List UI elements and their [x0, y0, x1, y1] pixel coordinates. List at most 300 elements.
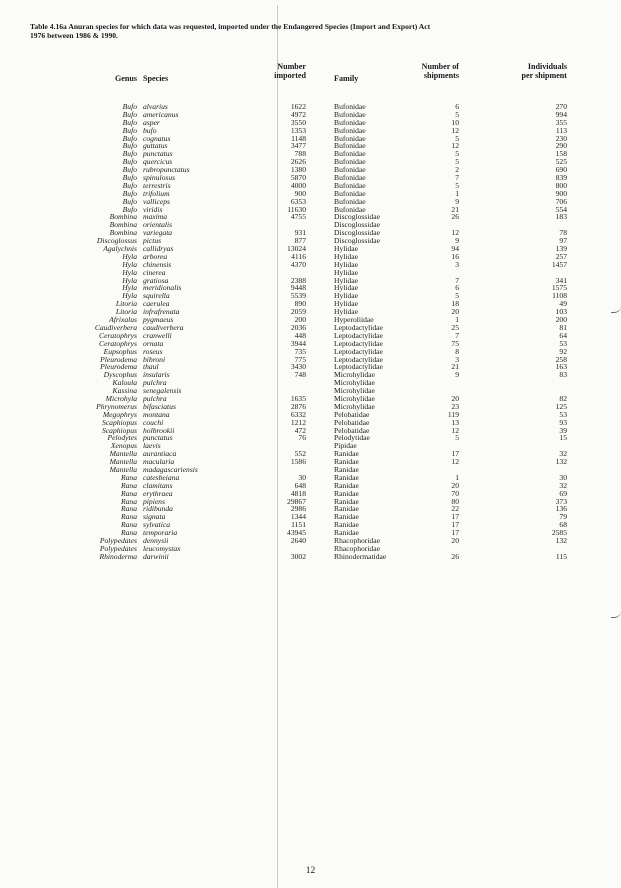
cell-genus: Polypedates [99, 535, 137, 545]
cell-individuals-per-shipment: 800 [555, 180, 567, 190]
cell-genus: Afrixalus [109, 315, 137, 325]
cell-genus: Ceratophrys [99, 338, 137, 348]
cell-species: maxima [143, 212, 168, 222]
table-row [0, 505, 621, 513]
cell-family: Pelodytidae [334, 433, 370, 443]
cell-number-imported: 748 [294, 370, 306, 380]
cell-family: Pelobatidae [334, 417, 370, 427]
cell-genus: Bufo [122, 125, 137, 135]
cell-species: punctatus [143, 149, 173, 159]
table-caption [30, 22, 590, 41]
cell-family: Ranidae [334, 480, 359, 490]
cell-genus: Discoglossus [96, 236, 137, 246]
cell-number-imported: 3477 [290, 141, 306, 151]
cell-individuals-per-shipment: 115 [555, 551, 567, 561]
cell-number-imported: 4000 [290, 180, 306, 190]
cell-species: gratiosa [143, 275, 169, 285]
cell-family: Hylidae [334, 299, 359, 309]
cell-number-of-shipments: 21 [451, 204, 459, 214]
cell-number-of-shipments: 22 [451, 504, 459, 514]
cell-number-of-shipments: 20 [451, 393, 459, 403]
cell-family: Hylidae [334, 275, 359, 285]
cell-species: leucomystax [143, 543, 181, 553]
cell-genus: Pelodytes [107, 433, 137, 443]
cell-individuals-per-shipment: 92 [559, 346, 567, 356]
cell-number-of-shipments: 5 [455, 291, 459, 301]
table-row [0, 119, 621, 127]
cell-number-imported: 2640 [290, 535, 306, 545]
cell-species: orientalis [143, 220, 173, 230]
cell-genus: Microhyla [105, 393, 137, 403]
cell-number-of-shipments: 12 [451, 141, 459, 151]
cell-family: Rhacophoridae [334, 543, 380, 553]
cell-family: Ranidae [334, 496, 359, 506]
cell-number-imported: 1622 [290, 102, 306, 111]
cell-number-imported: 788 [294, 149, 306, 159]
table-row [0, 158, 621, 166]
cell-family: Ranidae [334, 457, 359, 467]
table-row [0, 521, 621, 529]
cell-individuals-per-shipment: 139 [555, 244, 567, 254]
cell-genus: Mantella [109, 464, 137, 474]
cell-number-imported: 1151 [291, 520, 306, 530]
cell-genus: Pleurodema [100, 362, 137, 372]
cell-family: Bufonidae [334, 204, 366, 214]
cell-number-imported: 448 [294, 330, 306, 340]
cell-individuals-per-shipment: 230 [555, 133, 567, 143]
cell-number-of-shipments: 75 [451, 338, 459, 348]
cell-genus: Bufo [122, 117, 137, 127]
header-individuals-line2: per shipment [521, 71, 567, 80]
cell-number-imported: 2388 [290, 275, 306, 285]
cell-species: asper [143, 117, 160, 127]
cell-family: Hylidae [334, 291, 359, 301]
cell-genus: Hyla [122, 283, 137, 293]
table-row [0, 363, 621, 371]
cell-family: Ranidae [334, 520, 359, 530]
cell-species: cranwelli [143, 330, 172, 340]
cell-species: dennysii [143, 535, 169, 545]
cell-number-of-shipments: 9 [455, 196, 459, 206]
header-individuals-line1: Individuals [527, 62, 567, 71]
cell-individuals-per-shipment: 79 [559, 512, 567, 522]
cell-genus: Megophrys [102, 409, 137, 419]
cell-species: macularia [143, 457, 175, 467]
cell-number-imported: 29867 [287, 496, 306, 506]
cell-family: Microhylidae [334, 370, 375, 380]
cell-species: insularis [143, 370, 170, 380]
table-row [0, 206, 621, 214]
table-row [0, 284, 621, 292]
table-row [0, 474, 621, 482]
cell-species: chinensis [143, 259, 172, 269]
cell-family: Bufonidae [334, 165, 366, 175]
cell-genus: Ceratophrys [99, 330, 137, 340]
cell-number-of-shipments: 70 [451, 488, 459, 498]
cell-genus: Kassina [112, 386, 137, 396]
cell-number-of-shipments: 5 [455, 109, 459, 119]
cell-number-of-shipments: 6 [455, 102, 459, 111]
table-row [0, 490, 621, 498]
cell-family: Hylidae [334, 283, 359, 293]
cell-number-of-shipments: 8 [455, 346, 459, 356]
cell-number-imported: 3944 [290, 338, 306, 348]
cell-number-imported: 13024 [287, 244, 306, 254]
cell-individuals-per-shipment: 706 [555, 196, 567, 206]
cell-species: pictus [143, 236, 162, 246]
cell-genus: Agalychnis [103, 244, 137, 254]
cell-number-imported: 30 [298, 472, 306, 482]
cell-species: holbrookii [143, 425, 175, 435]
cell-species: americanus [143, 109, 179, 119]
cell-species: pulchra [143, 378, 167, 388]
cell-species: pygmaeus [143, 315, 174, 325]
cell-genus: Bufo [122, 204, 137, 214]
table-row [0, 371, 621, 379]
cell-number-of-shipments: 7 [455, 173, 459, 183]
cell-number-imported: 2876 [290, 401, 306, 411]
table-row [0, 221, 621, 229]
cell-species: trifolium [143, 188, 170, 198]
cell-number-of-shipments: 6 [455, 283, 459, 293]
cell-number-of-shipments: 9 [455, 236, 459, 246]
table-row [0, 237, 621, 245]
cell-individuals-per-shipment: 994 [555, 109, 567, 119]
cell-number-of-shipments: 20 [451, 307, 459, 317]
cell-individuals-per-shipment: 1108 [552, 291, 567, 301]
cell-genus: Dyscophus [103, 370, 137, 380]
cell-individuals-per-shipment: 68 [559, 520, 567, 530]
table-row [0, 261, 621, 269]
table-row [0, 103, 621, 111]
table-row [0, 403, 621, 411]
cell-family: Leptodactylidae [334, 322, 383, 332]
cell-species: callidryas [143, 244, 174, 254]
cell-individuals-per-shipment: 158 [555, 149, 567, 159]
table-row [0, 419, 621, 427]
cell-family: Ranidae [334, 488, 359, 498]
cell-number-of-shipments: 17 [451, 449, 459, 459]
cell-number-of-shipments: 5 [455, 157, 459, 167]
cell-family: Microhylidae [334, 378, 375, 388]
cell-number-imported: 2626 [290, 157, 306, 167]
cell-family: Bufonidae [334, 157, 366, 167]
table-row [0, 316, 621, 324]
cell-genus: Hyla [122, 291, 137, 301]
cell-species: punctatus [143, 433, 173, 443]
cell-number-of-shipments: 20 [451, 535, 459, 545]
cell-species: pulchra [143, 393, 167, 403]
cell-individuals-per-shipment: 355 [555, 117, 567, 127]
scan-edge-mark [611, 611, 621, 618]
cell-individuals-per-shipment: 15 [559, 433, 567, 443]
cell-number-imported: 76 [298, 433, 306, 443]
cell-family: Pipidae [334, 441, 357, 451]
cell-number-of-shipments: 17 [451, 512, 459, 522]
cell-species: ornata [143, 338, 164, 348]
cell-genus: Mantella [109, 449, 137, 459]
table-row [0, 553, 621, 561]
cell-family: Ranidae [334, 449, 359, 459]
cell-individuals-per-shipment: 200 [555, 315, 567, 325]
cell-number-imported: 4818 [290, 488, 306, 498]
cell-family: Ranidae [334, 504, 359, 514]
cell-species: signata [143, 512, 166, 522]
cell-individuals-per-shipment: 136 [555, 504, 567, 514]
header-family: Family [334, 74, 359, 83]
cell-family: Bufonidae [334, 188, 366, 198]
cell-individuals-per-shipment: 69 [559, 488, 567, 498]
cell-genus: Bufo [122, 149, 137, 159]
cell-genus: Bombina [109, 220, 137, 230]
cell-genus: Rana [120, 520, 137, 530]
cell-number-imported: 2059 [290, 307, 306, 317]
page-number: 12 [305, 866, 316, 876]
cell-species: pipiens [143, 496, 165, 506]
cell-species: bifasciatus [143, 401, 176, 411]
cell-genus: Caudiverbera [94, 322, 137, 332]
cell-number-of-shipments: 3 [455, 354, 459, 364]
cell-number-of-shipments: 7 [455, 275, 459, 285]
cell-species: madagascariensis [143, 464, 198, 474]
cell-number-imported: 2036 [290, 322, 306, 332]
cell-family: Ranidae [334, 472, 359, 482]
cell-species: infrafrenata [143, 307, 180, 317]
cell-species: bufo [143, 125, 157, 135]
cell-individuals-per-shipment: 125 [555, 401, 567, 411]
cell-number-imported: 6353 [290, 196, 306, 206]
caption-line-1: Table 4.16a Anuran species for which data was requested, imported under the Endangered Species (Import and Export) Act [30, 22, 431, 31]
table-row [0, 166, 621, 174]
cell-number-of-shipments: 17 [451, 520, 459, 530]
cell-individuals-per-shipment: 257 [555, 251, 567, 261]
cell-species: guttatus [143, 141, 168, 151]
cell-number-imported: 5870 [290, 173, 306, 183]
table-row [0, 466, 621, 474]
cell-species: thaul [143, 362, 159, 372]
cell-genus: Rana [120, 496, 137, 506]
cell-family: Hylidae [334, 307, 359, 317]
cell-individuals-per-shipment: 290 [555, 141, 567, 151]
cell-species: senegalensis [143, 386, 182, 396]
cell-individuals-per-shipment: 270 [555, 102, 567, 111]
table-row [0, 277, 621, 285]
cell-number-imported: 1212 [290, 417, 306, 427]
cell-genus: Polypedates [99, 543, 137, 553]
cell-genus: Bufo [122, 141, 137, 151]
cell-species: laevis [143, 441, 161, 451]
cell-number-of-shipments: 5 [455, 149, 459, 159]
cell-family: Rhinodermatidae [334, 551, 387, 561]
cell-species: rubropunctatus [143, 165, 190, 175]
cell-number-imported: 1586 [290, 457, 306, 467]
cell-genus: Phrynomerus [96, 401, 137, 411]
cell-number-of-shipments: 10 [451, 117, 459, 127]
cell-number-of-shipments: 16 [451, 251, 459, 261]
cell-family: Hylidae [334, 251, 359, 261]
cell-individuals-per-shipment: 525 [555, 157, 567, 167]
cell-species: aurantiaca [143, 449, 177, 459]
cell-genus: Mantella [109, 457, 137, 467]
cell-species: quercicus [143, 157, 173, 167]
cell-genus: Bufo [122, 133, 137, 143]
cell-family: Bufonidae [334, 125, 366, 135]
cell-family: Discoglossidae [334, 236, 380, 246]
caption-line-2: 1976 between 1986 & 1990. [30, 31, 118, 41]
table-row [0, 427, 621, 435]
cell-number-imported: 472 [294, 425, 306, 435]
cell-number-of-shipments: 20 [451, 480, 459, 490]
cell-number-imported: 11630 [287, 204, 306, 214]
cell-species: spinulosus [143, 173, 176, 183]
table-row [0, 348, 621, 356]
cell-genus: Bufo [122, 180, 137, 190]
cell-number-of-shipments: 26 [451, 212, 459, 222]
table-row [0, 245, 621, 253]
cell-family: Rhacophoridae [334, 535, 380, 545]
cell-individuals-per-shipment: 900 [555, 188, 567, 198]
cell-genus: Rana [120, 528, 137, 538]
header-genus: Genus [114, 74, 137, 83]
cell-family: Bufonidae [334, 180, 366, 190]
cell-number-imported: 735 [294, 346, 306, 356]
cell-species: bibroni [143, 354, 166, 364]
table-row [0, 332, 621, 340]
header-imported-line2: imported [274, 71, 306, 80]
cell-genus: Rana [120, 472, 137, 482]
cell-genus: Rana [120, 512, 137, 522]
cell-number-of-shipments: 1 [455, 188, 459, 198]
header-shipments-line2: shipments [423, 71, 459, 80]
table-row [0, 213, 621, 221]
cell-species: catesbeiana [143, 472, 180, 482]
cell-number-of-shipments: 94 [451, 244, 459, 254]
cell-family: Microhylidae [334, 401, 375, 411]
cell-individuals-per-shipment: 83 [559, 370, 567, 380]
cell-number-imported: 890 [294, 299, 306, 309]
cell-number-imported: 2986 [290, 504, 306, 514]
cell-genus: Bufo [122, 109, 137, 119]
cell-number-of-shipments: 1 [455, 472, 459, 482]
cell-species: erythraea [143, 488, 173, 498]
cell-family: Bufonidae [334, 117, 366, 127]
table-row [0, 395, 621, 403]
cell-family: Discoglossidae [334, 228, 380, 238]
cell-individuals-per-shipment: 32 [559, 480, 567, 490]
table-row [0, 482, 621, 490]
cell-family: Leptodactylidae [334, 330, 383, 340]
cell-individuals-per-shipment: 1457 [551, 259, 567, 269]
cell-number-imported: 4370 [290, 259, 306, 269]
cell-individuals-per-shipment: 554 [555, 204, 567, 214]
cell-individuals-per-shipment: 39 [559, 425, 567, 435]
cell-number-of-shipments: 9 [455, 370, 459, 380]
header-species: Species [143, 74, 169, 83]
table-row [0, 450, 621, 458]
cell-individuals-per-shipment: 690 [555, 165, 567, 175]
cell-number-imported: 6332 [290, 409, 306, 419]
cell-individuals-per-shipment: 78 [559, 228, 567, 238]
table-row [0, 308, 621, 316]
cell-number-of-shipments: 1 [455, 315, 459, 325]
cell-individuals-per-shipment: 113 [555, 125, 567, 135]
cell-number-of-shipments: 21 [451, 362, 459, 372]
cell-genus: Bufo [122, 173, 137, 183]
cell-family: Ranidae [334, 528, 359, 538]
cell-family: Bufonidae [334, 133, 366, 143]
cell-number-of-shipments: 12 [451, 125, 459, 135]
cell-number-of-shipments: 7 [455, 330, 459, 340]
cell-individuals-per-shipment: 132 [555, 535, 567, 545]
cell-number-of-shipments: 5 [455, 180, 459, 190]
cell-number-of-shipments: 12 [451, 425, 459, 435]
table-row [0, 387, 621, 395]
cell-number-imported: 200 [294, 315, 306, 325]
cell-genus: Litoria [115, 307, 137, 317]
cell-family: Bufonidae [334, 173, 366, 183]
table-row [0, 356, 621, 364]
cell-family: Hyperoliidae [334, 315, 374, 325]
cell-family: Leptodactylidae [334, 354, 383, 364]
cell-number-of-shipments: 25 [451, 322, 459, 332]
cell-family: Microhylidae [334, 386, 375, 396]
cell-family: Bufonidae [334, 141, 366, 151]
table-row [0, 529, 621, 537]
cell-number-imported: 3430 [290, 362, 306, 372]
cell-genus: Bufo [122, 188, 137, 198]
cell-number-imported: 43945 [287, 528, 306, 538]
table-row [0, 182, 621, 190]
cell-number-of-shipments: 2 [455, 165, 459, 175]
table-row [0, 379, 621, 387]
cell-genus: Kaloula [112, 378, 137, 388]
cell-species: viridis [143, 204, 163, 214]
cell-family: Bufonidae [334, 102, 366, 111]
table-row [0, 324, 621, 332]
cell-number-of-shipments: 12 [451, 228, 459, 238]
cell-individuals-per-shipment: 53 [559, 409, 567, 419]
cell-family: Microhylidae [334, 393, 375, 403]
cell-number-imported: 5539 [290, 291, 306, 301]
table-row [0, 190, 621, 198]
table-row [0, 434, 621, 442]
cell-species: squirella [143, 291, 170, 301]
cell-genus: Litoria [115, 299, 137, 309]
cell-individuals-per-shipment: 373 [555, 496, 567, 506]
cell-genus: Eupsophus [103, 346, 137, 356]
cell-genus: Hyla [122, 251, 137, 261]
cell-individuals-per-shipment: 2585 [551, 528, 567, 538]
cell-species: valliceps [143, 196, 170, 206]
cell-family: Discoglossidae [334, 212, 380, 222]
cell-number-of-shipments: 13 [451, 417, 459, 427]
cell-number-imported: 4972 [290, 109, 306, 119]
cell-individuals-per-shipment: 93 [559, 417, 567, 427]
cell-family: Discoglossidae [334, 220, 380, 230]
cell-number-imported: 1148 [291, 133, 306, 143]
cell-individuals-per-shipment: 53 [559, 338, 567, 348]
table-row [0, 411, 621, 419]
cell-species: meridionalis [143, 283, 182, 293]
cell-genus: Xenopus [110, 441, 137, 451]
table-row [0, 300, 621, 308]
table-row [0, 537, 621, 545]
cell-family: Hylidae [334, 244, 359, 254]
table-body [0, 103, 621, 561]
cell-number-of-shipments: 3 [455, 259, 459, 269]
cell-individuals-per-shipment: 82 [559, 393, 567, 403]
cell-number-imported: 648 [294, 480, 306, 490]
